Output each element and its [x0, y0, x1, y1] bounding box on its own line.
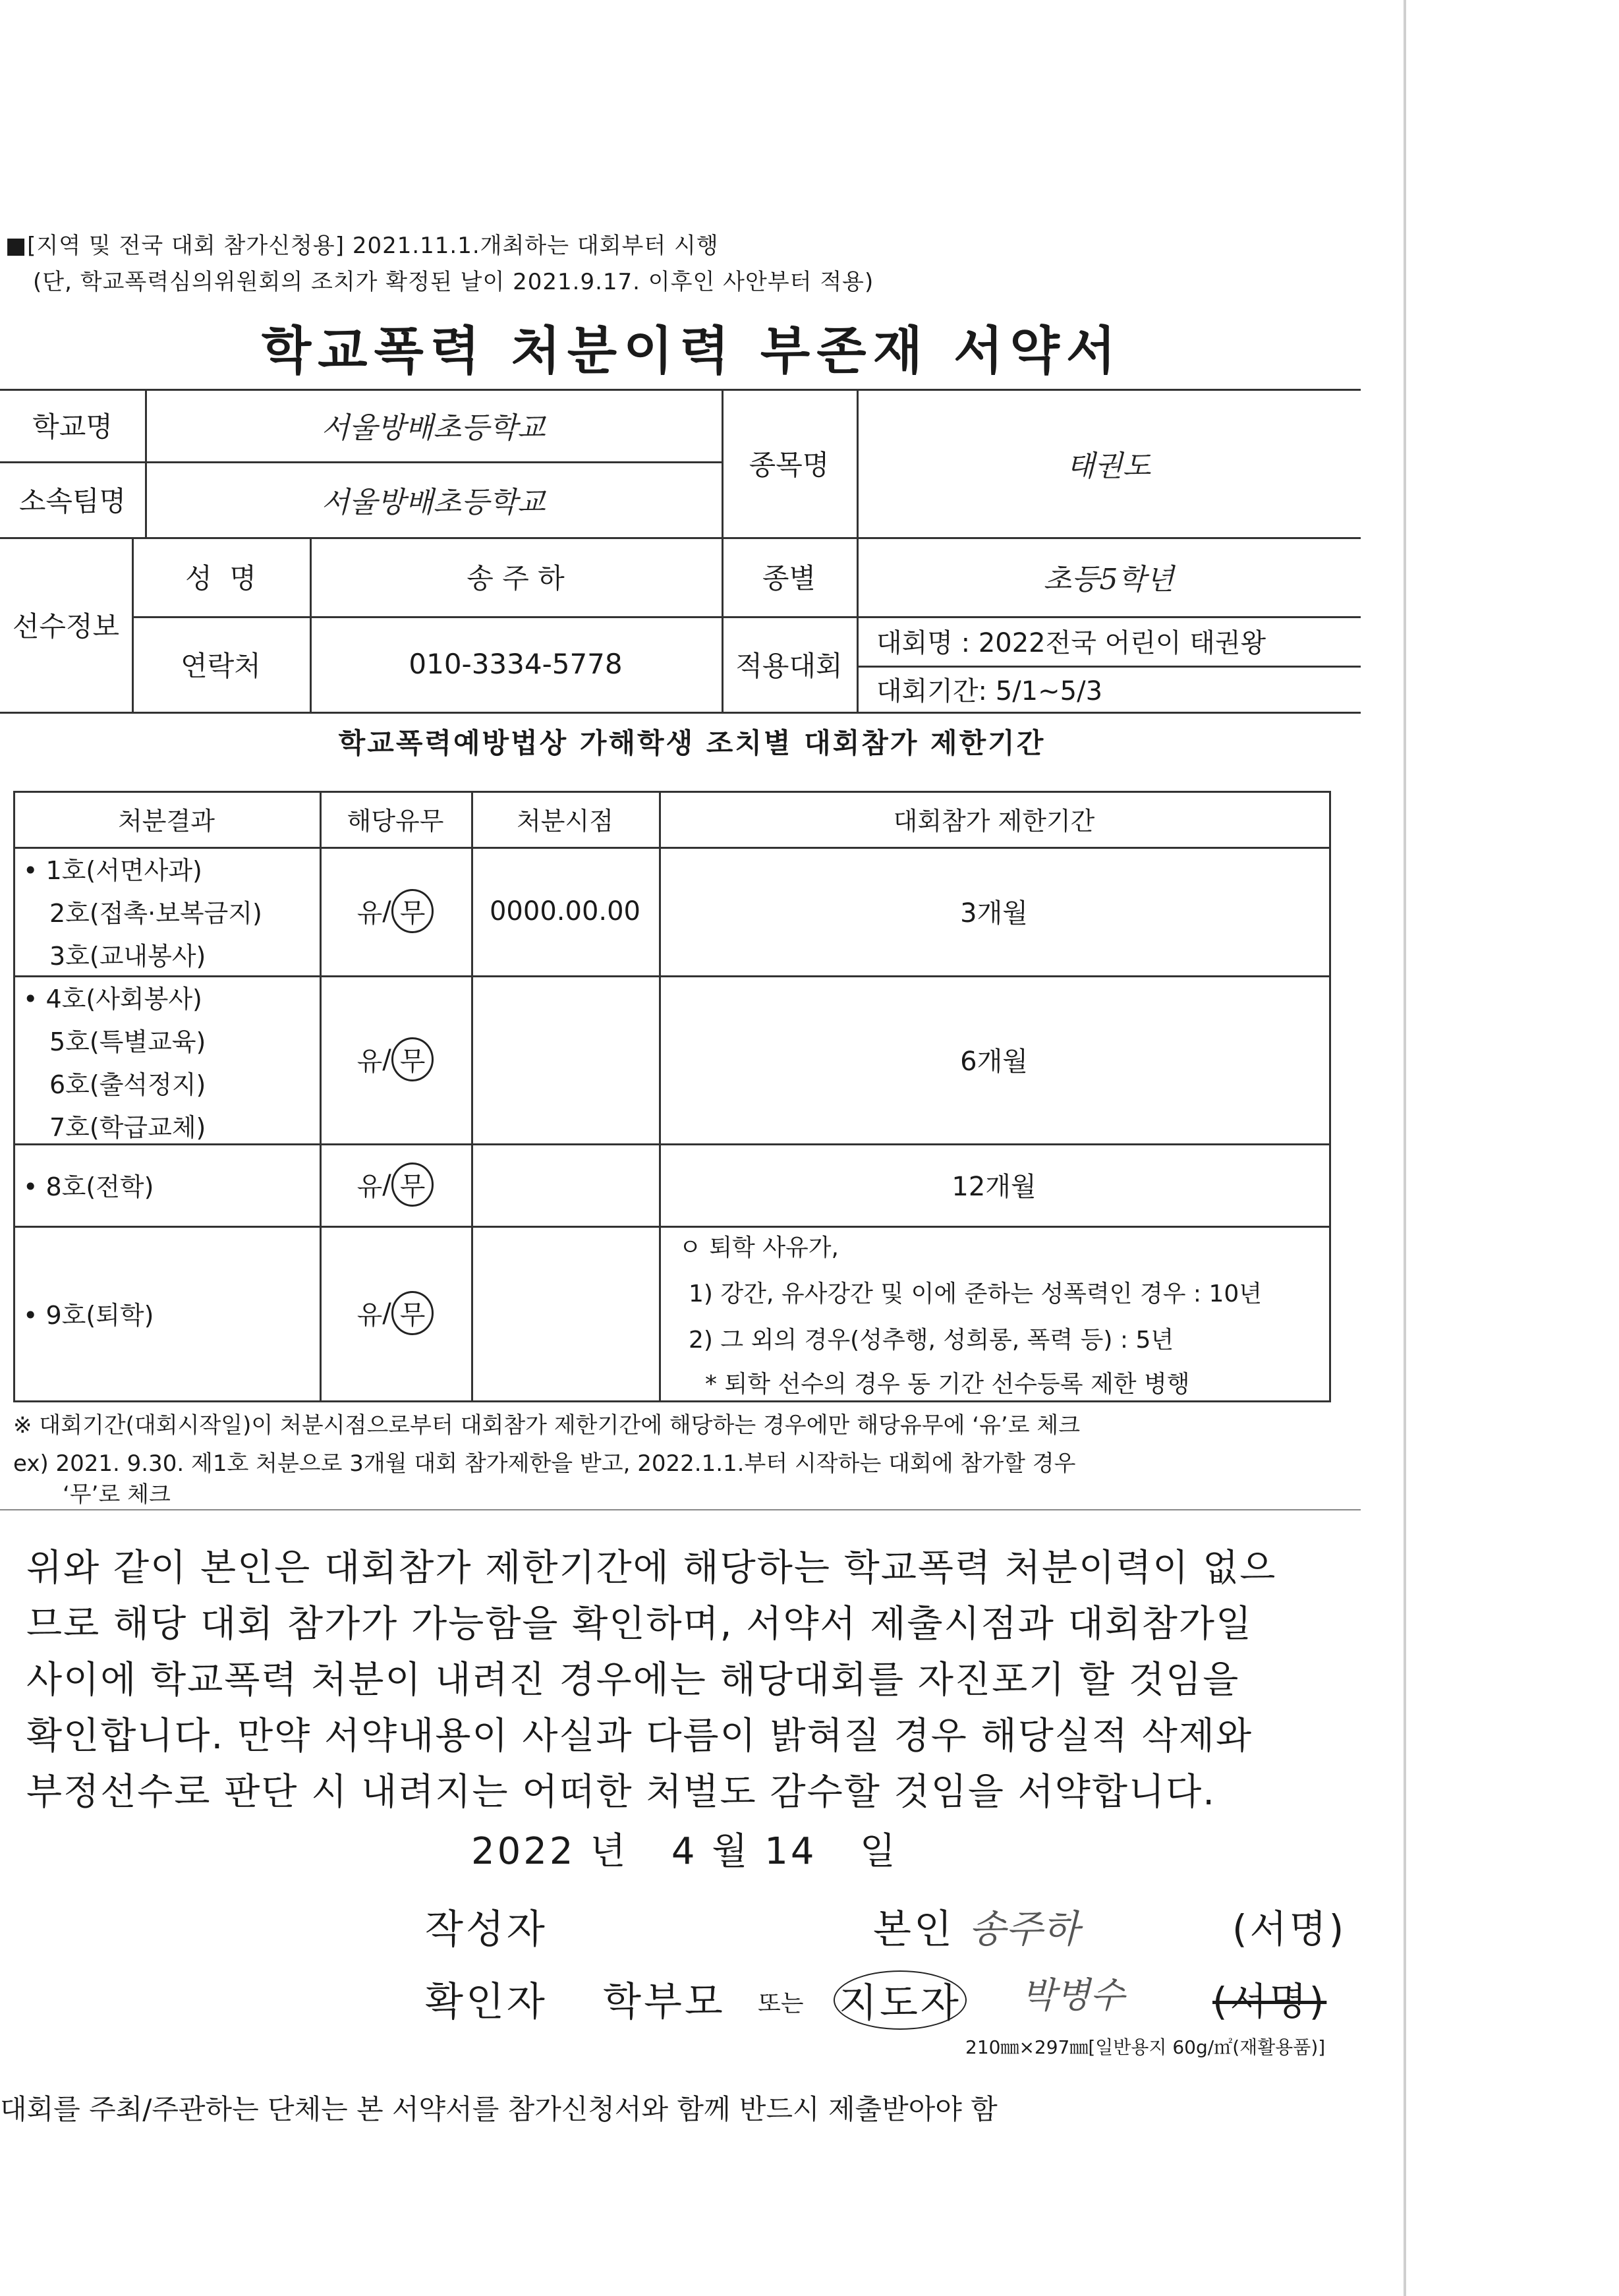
notice-line-1: ■[지역 및 전국 대회 참가신청용] 2021.11.1.개최하는 대회부터 시행 — [5, 233, 719, 259]
row4-yes: 유 — [356, 1300, 383, 1331]
sign-mark-1: (서명) — [1232, 1907, 1347, 1951]
rt-vline-4 — [1329, 791, 1331, 1400]
footer-note: 대회를 주최/주관하는 단체는 본 서약서를 참가신청서와 함께 반드시 제출받아야 함 — [0, 2093, 998, 2125]
rt-vline-0 — [13, 791, 15, 1400]
row2-applicable — [320, 975, 471, 1143]
row3-period: 12개월 — [952, 1172, 1037, 1202]
team-label: 소속팀명 — [18, 484, 127, 517]
name-value: 송 주 하 — [467, 562, 565, 594]
sign-mark-2: (서명) — [1212, 1979, 1327, 2024]
player-info-label: 선수정보 — [12, 610, 120, 643]
row1-item-1: • 1호(서면사과) — [23, 856, 202, 885]
row4-period-line-2: 1) 강간, 유사강간 및 이에 준하는 성폭력인 경우 : 10년 — [689, 1280, 1263, 1307]
scan-edge — [1404, 0, 1406, 2296]
date-line — [471, 1822, 898, 1875]
header-period: 대회참가 제한기간 — [893, 807, 1095, 836]
row2-item-2: 5호(특별교육) — [49, 1027, 206, 1056]
pledge-line-2: 므로 해당 대회 참가가 가능함을 확인하며, 서약서 제출시점과 대회참가일 — [26, 1603, 1253, 1646]
pledge-line-1: 위와 같이 본인은 대회참가 제한기간에 해당하는 학교폭력 처분이력이 없으 — [26, 1547, 1277, 1590]
row2-yes: 유 — [356, 1047, 383, 1077]
header-applicable: 해당유무 — [347, 807, 444, 836]
row4-period-line-4: * 퇴학 선수의 경우 동 기간 선수등록 제한 병행 — [705, 1371, 1190, 1398]
date-month-unit: 월 — [712, 1830, 751, 1873]
category-label: 종별 — [762, 562, 816, 594]
row1-date: 0000.00.00 — [489, 896, 641, 927]
pledge-line-5: 부정선수로 판단 시 내려지는 어떠한 처벌도 감수할 것임을 서약합니다. — [26, 1771, 1216, 1814]
event-period: 대회기간: 5/1~5/3 — [876, 675, 1103, 706]
note-2: ex) 2021. 9.30. 제1호 처분으로 3개월 대회 참가제한을 받고, 2022.1.1.부터 시작하는 대회에 참가할 경우 — [13, 1450, 1076, 1477]
pledge-line-4: 확인합니다. 만약 서약내용이 사실과 다름이 밝혀질 경우 해당실적 삭제와 — [26, 1715, 1253, 1758]
header-result: 처분결과 — [118, 807, 215, 836]
header-date: 처분시점 — [517, 807, 613, 836]
notice-line-2: (단, 학교폭력심의위원회의 조치가 확정된 날이 2021.9.17. 이후인 사안부터 적용) — [33, 269, 874, 295]
confirmer-label: 확인자 — [425, 1979, 548, 2025]
info-table-bottom — [0, 712, 1361, 714]
date-day-unit: 일 — [859, 1830, 898, 1873]
contact-label: 연락처 — [181, 649, 261, 682]
row4-item-1: • 9호(퇴학) — [23, 1301, 154, 1330]
self-signature: 송주하 — [969, 1907, 1080, 1951]
sport-value: 태권도 — [1066, 449, 1151, 483]
self-label: 본인 — [873, 1907, 955, 1953]
document-title: 학교폭력 처분이력 부존재 서약서 — [261, 322, 1123, 381]
row4-period-line-1: ㅇ 퇴학 사유가, — [679, 1234, 839, 1261]
parent-label: 학부모 — [603, 1979, 725, 2025]
date-year-unit: 년 — [590, 1830, 629, 1873]
row1-item-2: 2호(접촉·보복금지) — [49, 899, 262, 928]
row3-no-circled: 무 — [391, 1162, 434, 1207]
date-month: 4 — [671, 1830, 698, 1873]
name-label: 성 명 — [185, 562, 256, 594]
row2-period: 6개월 — [960, 1047, 1028, 1077]
coach-label-circled: 지도자 — [834, 1970, 967, 2030]
event-label: 적용대회 — [735, 649, 843, 682]
school-value: 서울방배초등학교 — [321, 411, 546, 445]
row4-applicable — [320, 1226, 471, 1400]
row4-period-line-3: 2) 그 외의 경우(성추행, 성희롱, 폭력 등) : 5년 — [689, 1327, 1174, 1354]
note-1: ※ 대회기간(대회시작일)이 처분시점으로부터 대회참가 제한기간에 해당하는 경우에만 해당유무에 ‘유’로 체크 — [13, 1412, 1081, 1439]
row1-no-circled: 무 — [391, 889, 434, 933]
row4-no-circled: 무 — [391, 1291, 434, 1335]
school-label: 학교명 — [32, 411, 113, 443]
coach-label — [834, 1970, 967, 2030]
writer-label: 작성자 — [425, 1907, 548, 1953]
event-name: 대회명 : 2022전국 어린이 태권왕 — [876, 628, 1266, 658]
row2-item-3: 6호(출석정지) — [49, 1070, 206, 1099]
row1-applicable — [320, 847, 471, 975]
row1-item-3: 3호(교내봉사) — [49, 942, 206, 971]
category-value: 초등5학년 — [1043, 563, 1174, 596]
row1-yes: 유 — [356, 898, 383, 929]
row3-yes: 유 — [356, 1172, 383, 1202]
row4-sep: / — [382, 1298, 391, 1329]
row3-sep: / — [382, 1169, 391, 1200]
pledge-line-3: 사이에 학교폭력 처분이 내려진 경우에는 해당대회를 자진포기 할 것임을 — [26, 1659, 1240, 1702]
row2-no-circled: 무 — [391, 1037, 434, 1081]
restriction-title: 학교폭력예방법상 가해학생 조치별 대회참가 제한기간 — [338, 727, 1046, 759]
date-year: 2022 — [471, 1830, 576, 1873]
row2-item-1: • 4호(사회봉사) — [23, 985, 202, 1014]
note-divider — [0, 1509, 1361, 1510]
rt-bottom — [13, 1400, 1331, 1402]
row2-item-4: 7호(학급교체) — [49, 1113, 206, 1142]
coach-signature: 박병수 — [1021, 1974, 1125, 2016]
sport-label: 종목명 — [749, 448, 830, 481]
row2-sep: / — [382, 1044, 391, 1075]
team-value: 서울방배초등학교 — [321, 485, 546, 519]
row1-period: 3개월 — [960, 898, 1028, 929]
row1-sep: / — [382, 896, 391, 927]
contact-value: 010-3334-5778 — [409, 648, 623, 680]
or-label: 또는 — [758, 1990, 804, 2017]
row3-item-1: • 8호(전학) — [23, 1172, 154, 1201]
paper-spec: 210㎜×297㎜[일반용지 60g/㎡(재활용품)] — [965, 2036, 1326, 2058]
note-3: ‘무’로 체크 — [63, 1481, 171, 1508]
row3-applicable — [320, 1143, 471, 1226]
date-day: 14 — [764, 1830, 817, 1873]
